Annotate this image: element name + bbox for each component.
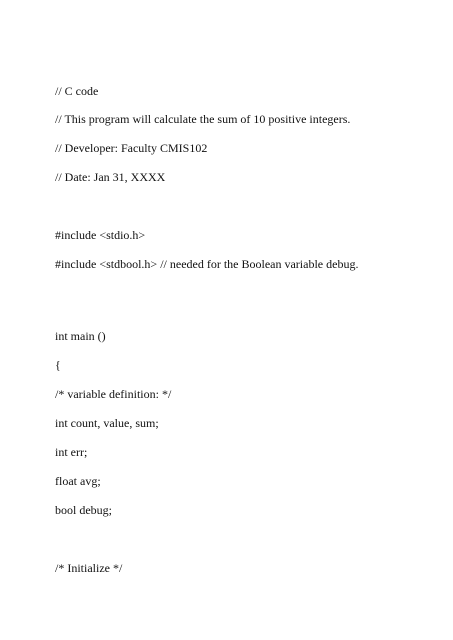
declaration-debug: bool debug; [55,503,112,517]
include-stdbool: #include <stdbool.h> // needed for the Boolean variable debug. [55,257,359,271]
declaration-count-value-sum: int count, value, sum; [55,416,159,430]
open-brace: { [55,358,61,372]
include-stdio: #include <stdio.h> [55,228,146,242]
declaration-avg: float avg; [55,474,101,488]
comment-date: // Date: Jan 31, XXXX [55,170,166,184]
comment-c-code: // C code [55,84,99,98]
comment-program-description: // This program will calculate the sum of 10 positive integers. [55,112,351,126]
comment-variable-definition: /* variable definition: */ [55,387,172,401]
comment-developer: // Developer: Faculty CMIS102 [55,141,208,155]
declaration-err: int err; [55,445,88,459]
comment-initialize: /* Initialize */ [55,561,123,575]
main-declaration: int main () [55,329,106,343]
